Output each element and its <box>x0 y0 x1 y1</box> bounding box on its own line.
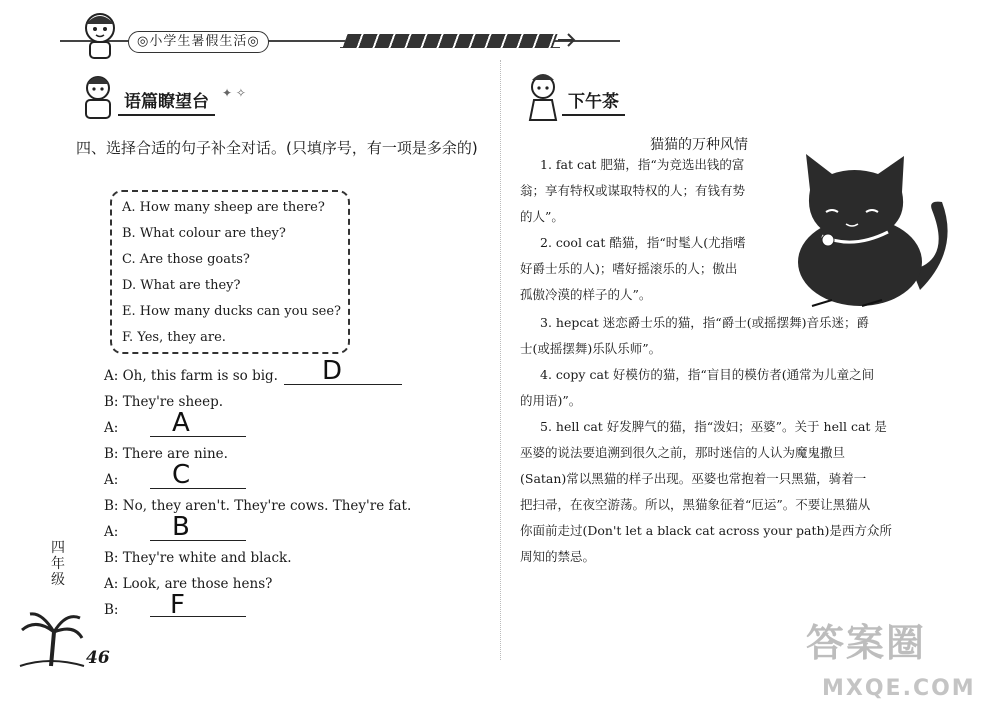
option-c: C. Are those goats? <box>122 252 250 267</box>
option-d: D. What are they? <box>122 278 241 293</box>
option-b: B. What colour are they? <box>122 226 286 241</box>
article-title: 猫猫的万种风情 <box>650 137 748 153</box>
paragraph-line: 孤傲冷漠的样子的人”。 <box>520 287 652 302</box>
handwritten-answer: B <box>172 512 190 542</box>
answer-blank[interactable] <box>150 616 246 617</box>
option-a: A. How many sheep are there? <box>122 200 325 215</box>
paragraph-line: 5. hell cat 好发脾气的猫，指“泼妇；巫婆”。关于 hell cat 是 <box>540 419 887 434</box>
dialog-line: A: <box>104 472 119 488</box>
dialog-line: B: No, they aren't. They're cows. They're fat. <box>104 498 412 514</box>
question-title: 四、选择合适的句子补全对话。(只填序号，有一项是多余的) <box>76 139 478 157</box>
watermark-logo: 答案圈 <box>806 621 927 665</box>
handwritten-answer: C <box>172 460 191 490</box>
section-title-tea: 下午茶 <box>562 90 625 116</box>
dialog-line: B: They're sheep. <box>104 394 224 410</box>
watermark-url: MXQE.COM <box>822 676 976 701</box>
page-number: 46 <box>86 648 110 668</box>
option-f: F. Yes, they are. <box>122 330 226 345</box>
option-e: E. How many ducks can you see? <box>122 304 342 319</box>
options-box <box>110 190 350 354</box>
header-decor-strip <box>342 34 557 48</box>
paragraph-line: 的人”。 <box>520 209 564 224</box>
answer-blank[interactable] <box>150 436 246 437</box>
handwritten-answer: D <box>322 356 343 386</box>
dialog-line: B: There are nine. <box>104 446 228 462</box>
dialog-line: A: <box>104 524 119 540</box>
paragraph-line: 2. cool cat 酷猫，指“时髦人(尤指嗜 <box>540 235 746 250</box>
dialog-line: B: <box>104 602 119 618</box>
answer-blank[interactable] <box>150 540 246 541</box>
dialog-line: B: They're white and black. <box>104 550 292 566</box>
paragraph-line: 好爵士乐的人)；嗜好摇滚乐的人；傲出 <box>520 261 738 276</box>
boy-reading-icon <box>76 72 120 122</box>
paragraph-line: 把扫帚，在夜空游荡。所以，黑猫象征着“厄运”。不要让黑猫从 <box>520 497 871 512</box>
paragraph-line: 4. copy cat 好模仿的猫，指“盲目的模仿者(通常为儿童之间 <box>540 367 875 382</box>
paragraph-line: 周知的禁忌。 <box>520 549 596 564</box>
paragraph-line: 士(或摇摆舞)乐队乐师”。 <box>520 341 662 356</box>
section-title-reading: 语篇瞭望台 <box>118 90 215 116</box>
grade-label: 四年级 <box>51 540 65 588</box>
black-cat-icon <box>792 150 964 310</box>
paragraph-line: 的用语)”。 <box>520 393 582 408</box>
paragraph-line: 你面前走过(Don't let a black cat across your path)是西方众所 <box>520 523 892 538</box>
answer-blank[interactable] <box>150 488 246 489</box>
answer-blank[interactable] <box>284 384 402 385</box>
series-title: ◎小学生暑假生活◎ <box>128 31 269 53</box>
sparkle-icon: ✦ ✧ <box>222 86 246 100</box>
paragraph-line: (Satan)常以黑猫的样子出现。巫婆也常抱着一只黑猫，骑着一 <box>520 471 867 486</box>
paragraph-line: 巫婆的说法要追溯到很久之前，那时迷信的人认为魔鬼撒旦 <box>520 445 846 460</box>
girl-icon <box>524 70 562 122</box>
dialog-line: A: Oh, this farm is so big. <box>104 368 278 384</box>
arrow-right-icon <box>556 30 576 50</box>
page-divider <box>500 60 501 660</box>
paragraph-line: 1. fat cat 肥猫，指“为竞选出钱的富 <box>540 157 745 172</box>
palm-tree-icon <box>16 608 86 668</box>
dialog-line: A: <box>104 420 119 436</box>
handwritten-answer: F <box>170 590 185 620</box>
kid-mascot-icon <box>72 8 128 62</box>
handwritten-answer: A <box>172 408 190 438</box>
paragraph-line: 翁；享有特权或谋取特权的人；有钱有势 <box>520 183 746 198</box>
dialog-line: A: Look, are those hens? <box>104 576 273 592</box>
paragraph-line: 3. hepcat 迷恋爵士乐的猫，指“爵士(或摇摆舞)音乐迷；爵 <box>540 315 869 330</box>
